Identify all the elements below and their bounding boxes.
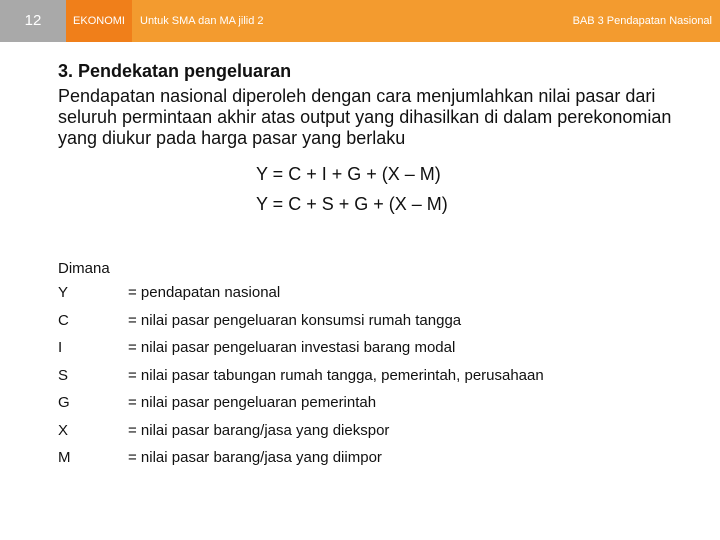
legend-item (58, 307, 678, 335)
legend-item (58, 362, 678, 390)
subject-label: EKONOMI (66, 0, 132, 42)
content (58, 58, 678, 472)
section-title: 3. Pendekatan pengeluaran (58, 61, 292, 81)
legend-item (58, 279, 678, 307)
legend-item (58, 389, 678, 417)
legend-symbol: C (58, 311, 69, 329)
legend-item (58, 444, 678, 472)
formula-1: Y = C + I + G + (X – M) (256, 164, 441, 184)
book-title: Untuk SMA dan MA jilid 2 (140, 15, 264, 27)
legend-title: Dimana (58, 260, 110, 277)
legend-symbol: M (58, 449, 71, 466)
chapter-title: BAB 3 Pendapatan Nasional (572, 15, 712, 27)
header-bar (0, 0, 720, 42)
formula-2: Y = C + S + G + (X – M) (256, 194, 448, 214)
legend-description: = nilai pasar pengeluaran pemerintah (128, 394, 377, 411)
legend-item (58, 334, 678, 362)
formula-block (58, 159, 678, 219)
legend-symbol: X (58, 421, 69, 439)
legend-description: = pendapatan nasional (128, 284, 281, 301)
section-paragraph: Pendapatan nasional diperoleh dengan cara menjumlahkan nilai pasar dari seluruh permintaan akhir atas output yang dihasilkan di dalam perekonomian yang diukur pada harga pasar yang berlaku (58, 86, 672, 148)
legend-description: = nilai pasar tabungan rumah tangga, pemerintah, perusahaan (128, 366, 544, 384)
legend-list (58, 279, 678, 472)
page-number: 12 (0, 0, 66, 42)
legend-description: = nilai pasar pengeluaran konsumsi rumah tangga (128, 311, 462, 329)
legend-description: = nilai pasar barang/jasa yang diimpor (128, 449, 382, 466)
legend-description: = nilai pasar barang/jasa yang diekspor (128, 421, 390, 439)
legend-symbol: G (58, 394, 70, 411)
legend-symbol: S (58, 366, 69, 384)
legend-symbol: I (58, 339, 63, 356)
legend-symbol: Y (58, 284, 69, 301)
legend-description: = nilai pasar pengeluaran investasi barang modal (128, 339, 456, 356)
legend-item (58, 417, 678, 445)
